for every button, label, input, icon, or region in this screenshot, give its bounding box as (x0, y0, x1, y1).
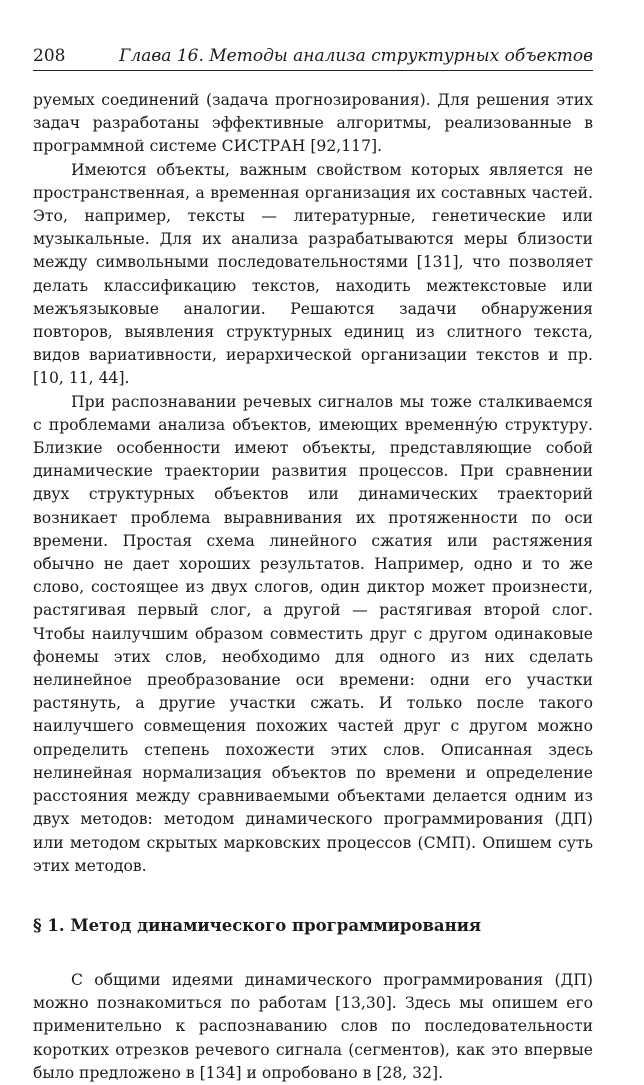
page-number: 208 (33, 46, 66, 66)
section-body (33, 969, 593, 1085)
paragraph-temporal-objects: Имеются объекты, важным свойством которых является не пространственная, а временная организация их составных частей. Это, например, тексты — литературные, генетические или музыкальные. Для их анализа разрабатываются меры близости между символьными последовательностями [131], что позволяет делать классификацию текстов, находить межтекстовые или межъязыковые аналогии. Решаются задачи обнаружения повторов, выявления структурных единиц из слитного текста, видов вариативности, иерархической организации текстов и пр. [10, 11, 44]. (33, 160, 593, 388)
paragraph-dynamic-programming: С общими идеями динамического программирования (ДП) можно познакомиться по работам [13,30]. Здесь мы опишем его применительно к распознаванию слов по последовательности коротких отрезков речевого сигнала (сегментов), как это впервые было предложено в [134] и опробовано в [28, 32]. (33, 970, 593, 1082)
chapter-title: Глава 16. Методы анализа структурных объектов (119, 46, 593, 66)
section-heading: § 1. Метод динамического программирования (33, 915, 482, 935)
paragraph-speech-recognition: При распознавании речевых сигналов мы тоже сталкиваемся с проблемами анализа объектов, имеющих временну́ю структуру. Близкие особенности имеют объекты, представляющие собой динамические траектории развития процессов. При сравнении двух структурных объектов или динамических траекторий возникает проблема выравнивания их протяженности по оси времени. Простая схема линейного сжатия или растяжения обычно не дает хороших результатов. Например, одно и то же слово, состоящее из двух слогов, один диктор может произнести, растягивая первый слог, а другой — растягивая второй слог. Чтобы наилучшим образом совместить друг с другом одинаковые фонемы этих слов, необходимо для одного из них сделать нелинейное преобразование оси времени: одни его участки растянуть, а другие участки сжать. И только после такого наилучшего совмещения похожих частей друг с другом можно определить степень похожести этих слов. Описанная здесь нелинейная нормализация объектов по времени и определение расстояния между сравниваемыми объектами делается одним из двух методов: методом динамического программирования (ДП) или методом скрытых марковских процессов (СМП). Опишем суть этих методов. (33, 392, 593, 875)
body-text (33, 89, 593, 878)
book-page (33, 44, 593, 1085)
running-head (33, 44, 593, 71)
paragraph-continuation: руемых соединений (задача прогнозирования). Для решения этих задач разработаны эффективные алгоритмы, реализованные в программной системе СИСТРАН [92,117]. (33, 91, 593, 156)
